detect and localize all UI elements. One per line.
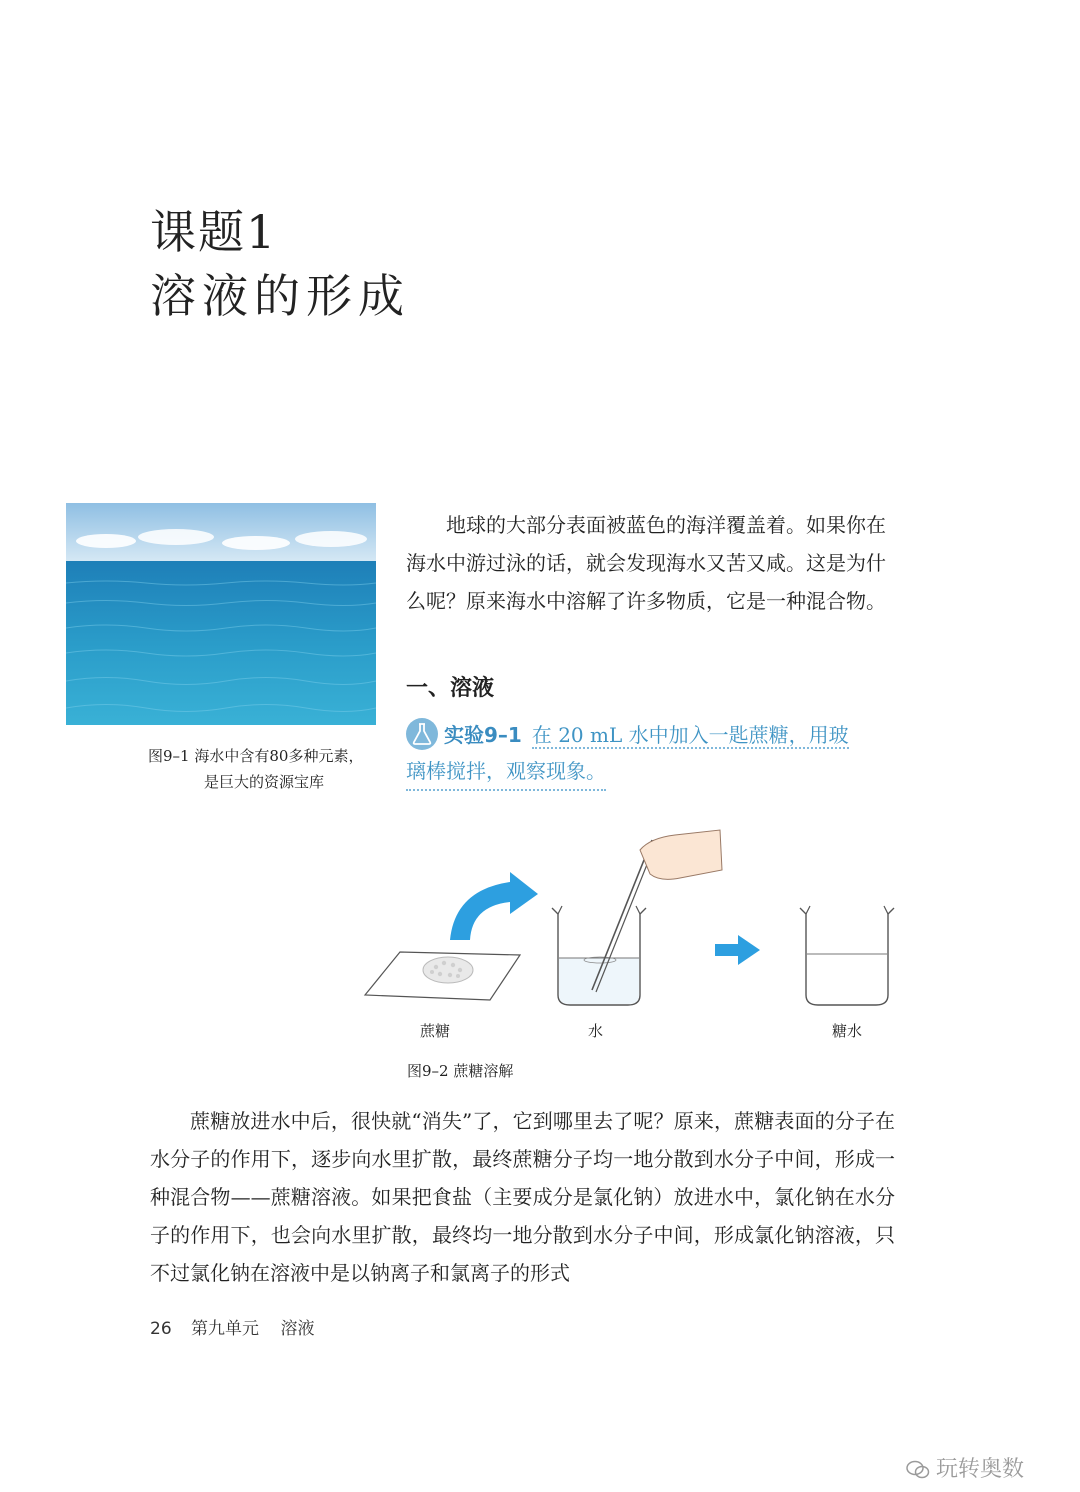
intro-text: 地球的大部分表面被蓝色的海洋覆盖着。如果你在海水中游过泳的话，就会发现海水又苦又咸。这是为什么呢？原来海水中溶解了许多物质，它是一种混合物。	[406, 513, 886, 613]
wechat-icon	[906, 1460, 930, 1486]
page-footer	[150, 1314, 314, 1339]
experiment-box	[406, 717, 896, 791]
beaker-sugar-water-illustration	[800, 906, 894, 1005]
page-number: 26	[150, 1319, 172, 1339]
figure1-caption-line2: 是巨大的资源宝库	[204, 773, 325, 791]
sugar-dissolve-diagram	[360, 790, 920, 1050]
unit-name: 第九单元	[191, 1319, 260, 1339]
unit-title: 溶液	[280, 1319, 315, 1339]
body-text: 蔗糖放进水中后，很快就“消失”了，它到哪里去了呢？原来，蔗糖表面的分子在水分子的作用下，逐步向水里扩散，最终蔗糖分子均一地分散到水分子中间，形成一种混合物——蔗糖溶液。如果把食盐（主要成分是氯化钠）放进水中，氯化钠在水分子的作用下，也会向水里扩散，最终均一地分散到水分子中间，形成氯化钠溶液，只不过氯化钠在溶液中是以钠离子和氯离子的形式	[150, 1109, 895, 1285]
figure1-caption-line1: 图9–1 海水中含有80多种元素，	[148, 747, 364, 765]
experiment-label: 实验9–1	[444, 723, 522, 747]
pour-arrow	[450, 872, 538, 940]
label-sugar-water: 糖水	[832, 1022, 863, 1040]
label-sugar: 蔗糖	[420, 1022, 451, 1040]
intro-paragraph	[406, 506, 896, 620]
sugar-on-paper-illustration	[365, 952, 520, 1000]
sea-photo	[66, 503, 376, 725]
lesson-title: 溶液的形成	[150, 269, 410, 323]
flask-icon	[406, 718, 438, 750]
section-heading: 一、溶液	[406, 676, 495, 701]
lesson-number: 课题1	[150, 205, 278, 259]
body-paragraph	[150, 1102, 895, 1292]
watermark-text: 玩转奥数	[936, 1457, 1025, 1482]
watermark	[906, 1452, 1024, 1486]
label-water: 水	[588, 1022, 604, 1040]
result-arrow	[715, 935, 760, 965]
figure2-caption: 图9–2 蔗糖溶解	[407, 1062, 514, 1080]
experiment-text-line1: 在 20 mL 水中加入一匙蔗糖，用玻	[531, 723, 849, 747]
experiment-text-line2: 璃棒搅拌，观察现象。	[406, 753, 606, 791]
beaker-with-water-illustration	[552, 830, 722, 1005]
figure1-caption	[148, 743, 363, 795]
